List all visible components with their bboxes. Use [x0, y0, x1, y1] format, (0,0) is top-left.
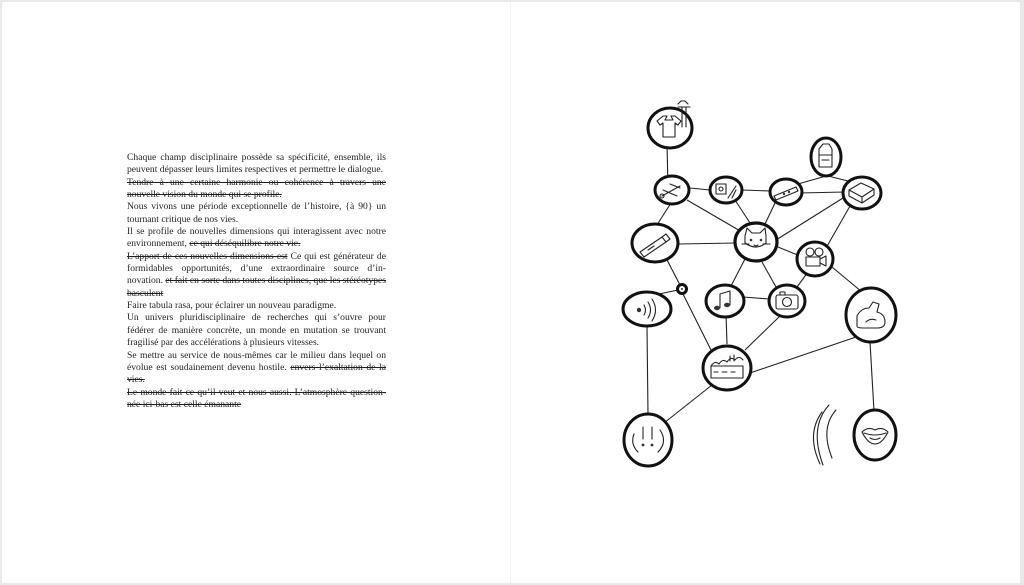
node-small-ring	[678, 285, 687, 294]
node-music	[706, 285, 744, 317]
struck-text: Tendre à une certaine harmonie ou cohérence à travers une nouvelle vision du monde qui se profile.	[127, 176, 386, 201]
text-run: Nous vivons une période exceptionnelle de l’histoire, {à 90} un tournant critique de nos vies.	[127, 201, 386, 225]
node-photo-camera	[769, 285, 805, 317]
text-run: Se mettre au service de nous-mêmes car le milieu dans lequel on évolue est soudainement devenu hostile.	[127, 349, 386, 373]
node-beverage	[811, 138, 841, 176]
node-sewing	[655, 176, 689, 204]
node-smiley	[624, 414, 672, 466]
sound-lines-icon	[813, 405, 836, 465]
node-book	[843, 177, 881, 209]
struck-text: ce qui déséquilibre notre vie.	[189, 238, 301, 250]
ring-icon	[681, 288, 683, 290]
node-clothes	[648, 101, 692, 148]
node-mouth	[813, 405, 896, 465]
node-remote	[770, 179, 802, 205]
node-cake	[703, 346, 751, 390]
node-lipstick	[632, 224, 678, 262]
text-run: Chaque champ disciplinaire possède sa spécificité, ensemble, ils peuvent dépasser leurs limites respectives et permettre le dialogue.	[127, 152, 386, 176]
struck-text: L’apport de ces nouvelles dimensions est	[127, 250, 288, 262]
text-run: Il se profile de nouvelles dimensions qui interagissent avec notre environnement,	[127, 226, 386, 250]
text-run: Ce qui est générateur de formidables opportunités, d’une extraordinaire source d’innovation.	[127, 250, 386, 287]
text-run: Faire tabula rasa, pour éclairer un nouveau paradigme.	[127, 300, 337, 312]
struck-text: Le monde fait ce qu’il veut et nous aussi. L’atmosphère questionnée ici-bas est celle émanante	[127, 386, 386, 410]
node-sound	[623, 292, 671, 326]
node-muscle	[846, 288, 896, 342]
struck-text: et fait en sorte dans toutes disciplines, que les stéréotypes basculent	[127, 275, 386, 299]
struck-text: envers l’exaltation de la vies.	[127, 361, 386, 386]
text-run: Un univers pluridisciplinaire de recherches qui s’ouvre pour fédérer de manière concrète, un monde en mutation se trouvant fragilisé par des accélérations à plusieurs vitesses.	[127, 312, 386, 349]
node-cat	[735, 223, 777, 261]
node-drawing	[710, 177, 742, 203]
node-video-camera	[797, 242, 833, 276]
